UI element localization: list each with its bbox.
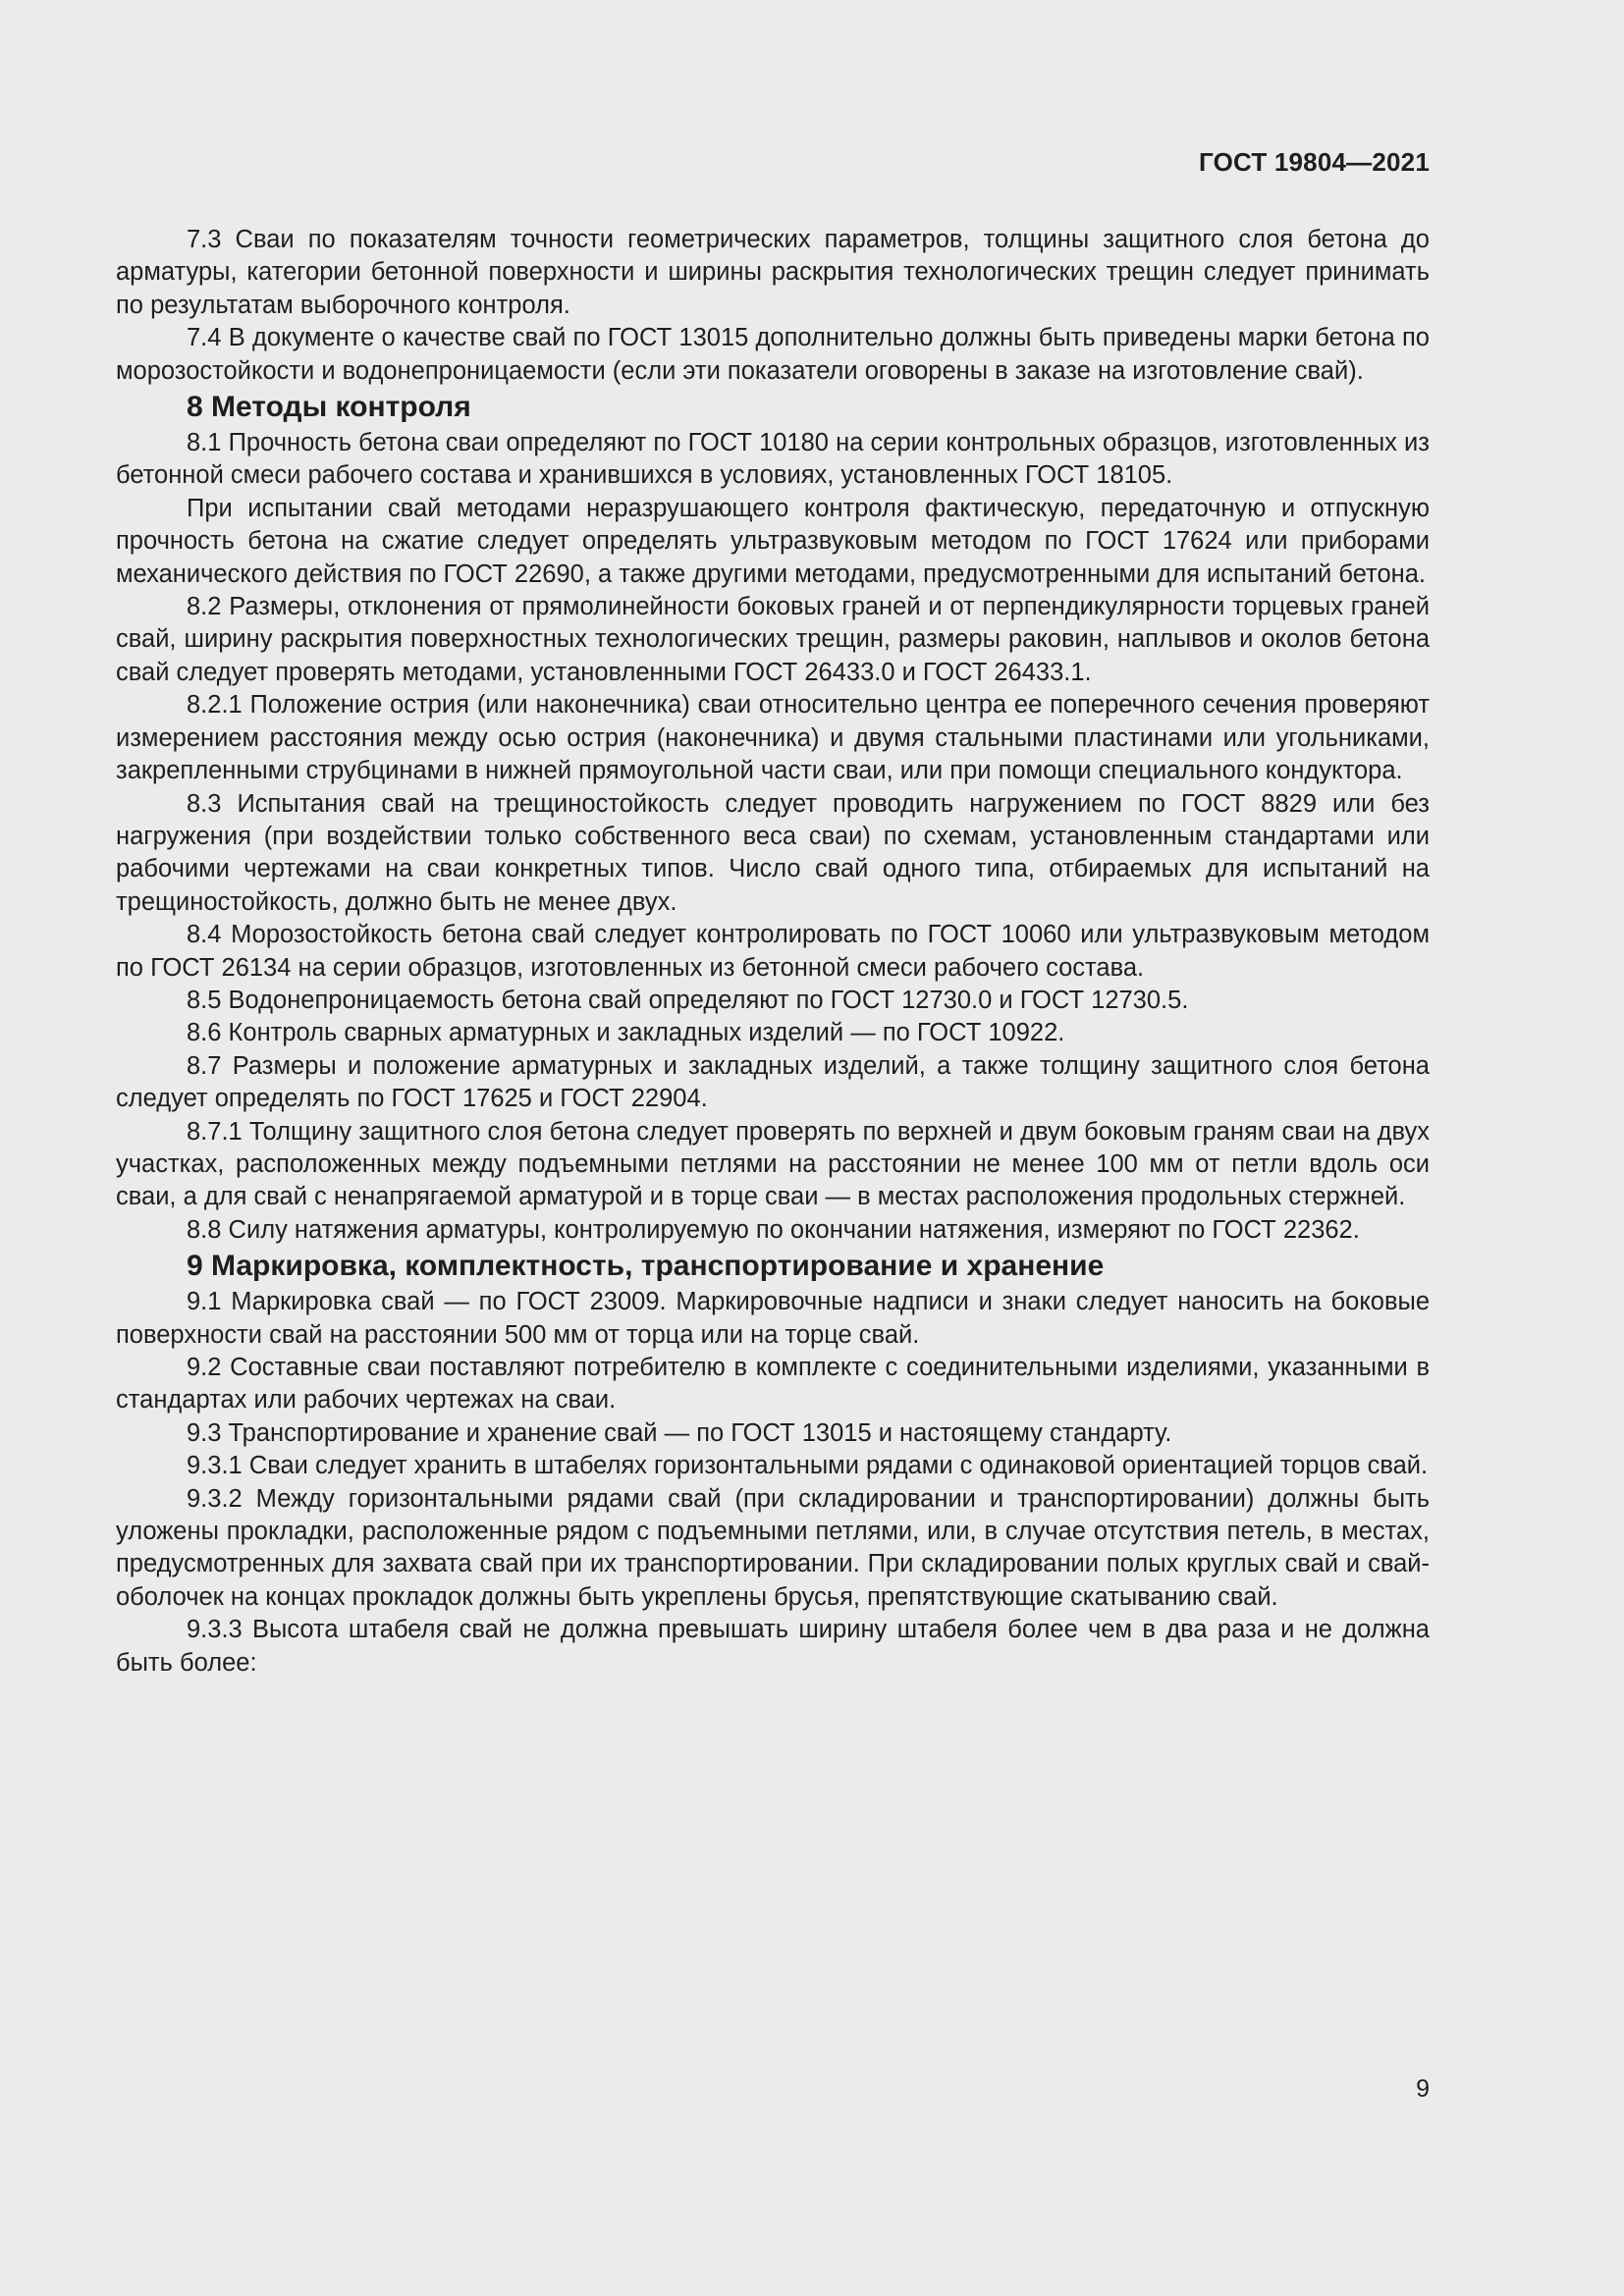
paragraph-8-7-1: 8.7.1 Толщину защитного слоя бетона следует проверять по верхней и двум боковым граням сваи на двух участках, расположенных между подъемными петлями на расстоянии не менее 100 мм от петли вдоль оси сваи, а для свай с ненапрягаемой арматурой и в торце сваи — в местах расположения продольных стержней. <box>116 1117 1430 1211</box>
paragraph-9-1: 9.1 Маркировка свай — по ГОСТ 23009. Маркировочные надписи и знаки следует наносить на боковые поверхности свай на расстоянии 500 мм от торца или на торце свай. <box>116 1288 1430 1349</box>
paragraph-9-3-3: 9.3.3 Высота штабеля свай не должна превышать ширину штабеля более чем в два раза и не должна быть более: <box>116 1616 1430 1677</box>
section-8-heading: 8 Методы контроля <box>187 391 471 424</box>
page-number: 9 <box>1416 2075 1430 2103</box>
paragraph-8-5: 8.5 Водонепроницаемость бетона свай определяют по ГОСТ 12730.0 и ГОСТ 12730.5. <box>187 986 1189 1014</box>
document-code: ГОСТ 19804—2021 <box>1199 147 1430 177</box>
paragraph-7-3: 7.3 Сваи по показателям точности геометрических параметров, толщины защитного слоя бетона до арматуры, категории бетонной поверхности и ширины раскрытия технологических трещин следует принимать по результатам выборочного контроля. <box>116 226 1430 319</box>
paragraph-9-3: 9.3 Транспортирование и хранение свай — по ГОСТ 13015 и настоящему стандарту. <box>187 1418 1172 1447</box>
section-9-heading: 9 Маркировка, комплектность, транспортирование и хранение <box>187 1250 1105 1283</box>
paragraph-8-1-cont: При испытании свай методами неразрушающего контроля фактическую, передаточную и отпускную прочность бетона на сжатие следует определять ультразвуковым методом по ГОСТ 17624 или приборами механического действия по ГОСТ 22690, а также другими методами, предусмотренными для испытаний бетона. <box>116 494 1430 588</box>
paragraph-8-3: 8.3 Испытания свай на трещиностойкость следует проводить нагружением по ГОСТ 8829 или без нагружения (при воздействии только собственного веса сваи) по схемам, установленным стандартами или рабочими чертежами на сваи конкретных типов. Число свай одного типа, отбираемых для испытаний на трещиностойкость, должно быть не менее двух. <box>116 789 1430 916</box>
paragraph-8-7: 8.7 Размеры и положение арматурных и закладных изделий, а также толщину защитного слоя бетона следует определять по ГОСТ 17625 и ГОСТ 22904. <box>116 1051 1430 1113</box>
paragraph-9-2: 9.2 Составные сваи поставляют потребителю в комплекте с соединительными изделиями, указанными в стандартах или рабочих чертежах на сваи. <box>116 1354 1430 1415</box>
paragraph-8-8: 8.8 Силу натяжения арматуры, контролируемую по окончании натяжения, измеряют по ГОСТ 22362. <box>187 1215 1360 1244</box>
paragraph-8-6: 8.6 Контроль сварных арматурных и закладных изделий — по ГОСТ 10922. <box>187 1019 1065 1047</box>
document-body <box>116 224 1430 1680</box>
paragraph-8-1: 8.1 Прочность бетона сваи определяют по ГОСТ 10180 на серии контрольных образцов, изготовленных из бетонной смеси рабочего состава и хранившихся в условиях, установленных ГОСТ 18105. <box>116 429 1430 490</box>
paragraph-9-3-2: 9.3.2 Между горизонтальными рядами свай (при складировании и транспортировании) должны быть уложены прокладки, расположенные рядом с подъемными петлями, или, в случае отсутствия петель, в местах, предусмотренных для захвата свай при их транспортировании. При складировании полых круглых свай и свай-оболочек на концах прокладок должны быть укреплены брусья, препятствующие скатыванию свай. <box>116 1484 1430 1611</box>
paragraph-7-4: 7.4 В документе о качестве свай по ГОСТ 13015 дополнительно должны быть приведены марки бетона по морозостойкости и водонепроницаемости (если эти показатели оговорены в заказе на изготовление свай). <box>116 324 1430 385</box>
paragraph-8-2: 8.2 Размеры, отклонения от прямолинейности боковых граней и от перпендикулярности торцевых граней свай, ширину раскрытия поверхностных технологических трещин, размеры раковин, наплывов и околов бетона свай следует проверять методами, установленными ГОСТ 26433.0 и ГОСТ 26433.1. <box>116 593 1430 686</box>
paragraph-9-3-1: 9.3.1 Сваи следует хранить в штабелях горизонтальными рядами с одинаковой ориентацией торцов свай. <box>187 1452 1429 1480</box>
paragraph-8-2-1: 8.2.1 Положение острия (или наконечника) сваи относительно центра ее поперечного сечения проверяют измерением расстояния между осью острия (наконечника) и двумя стальными пластинами или угольниками, закрепленными струбцинами в нижней прямоугольной части сваи, или при помощи специального кондуктора. <box>116 691 1430 785</box>
paragraph-8-4: 8.4 Морозостойкость бетона свай следует контролировать по ГОСТ 10060 или ультразвуковым методом по ГОСТ 26134 на серии образцов, изготовленных из бетонной смеси рабочего состава. <box>116 921 1430 982</box>
